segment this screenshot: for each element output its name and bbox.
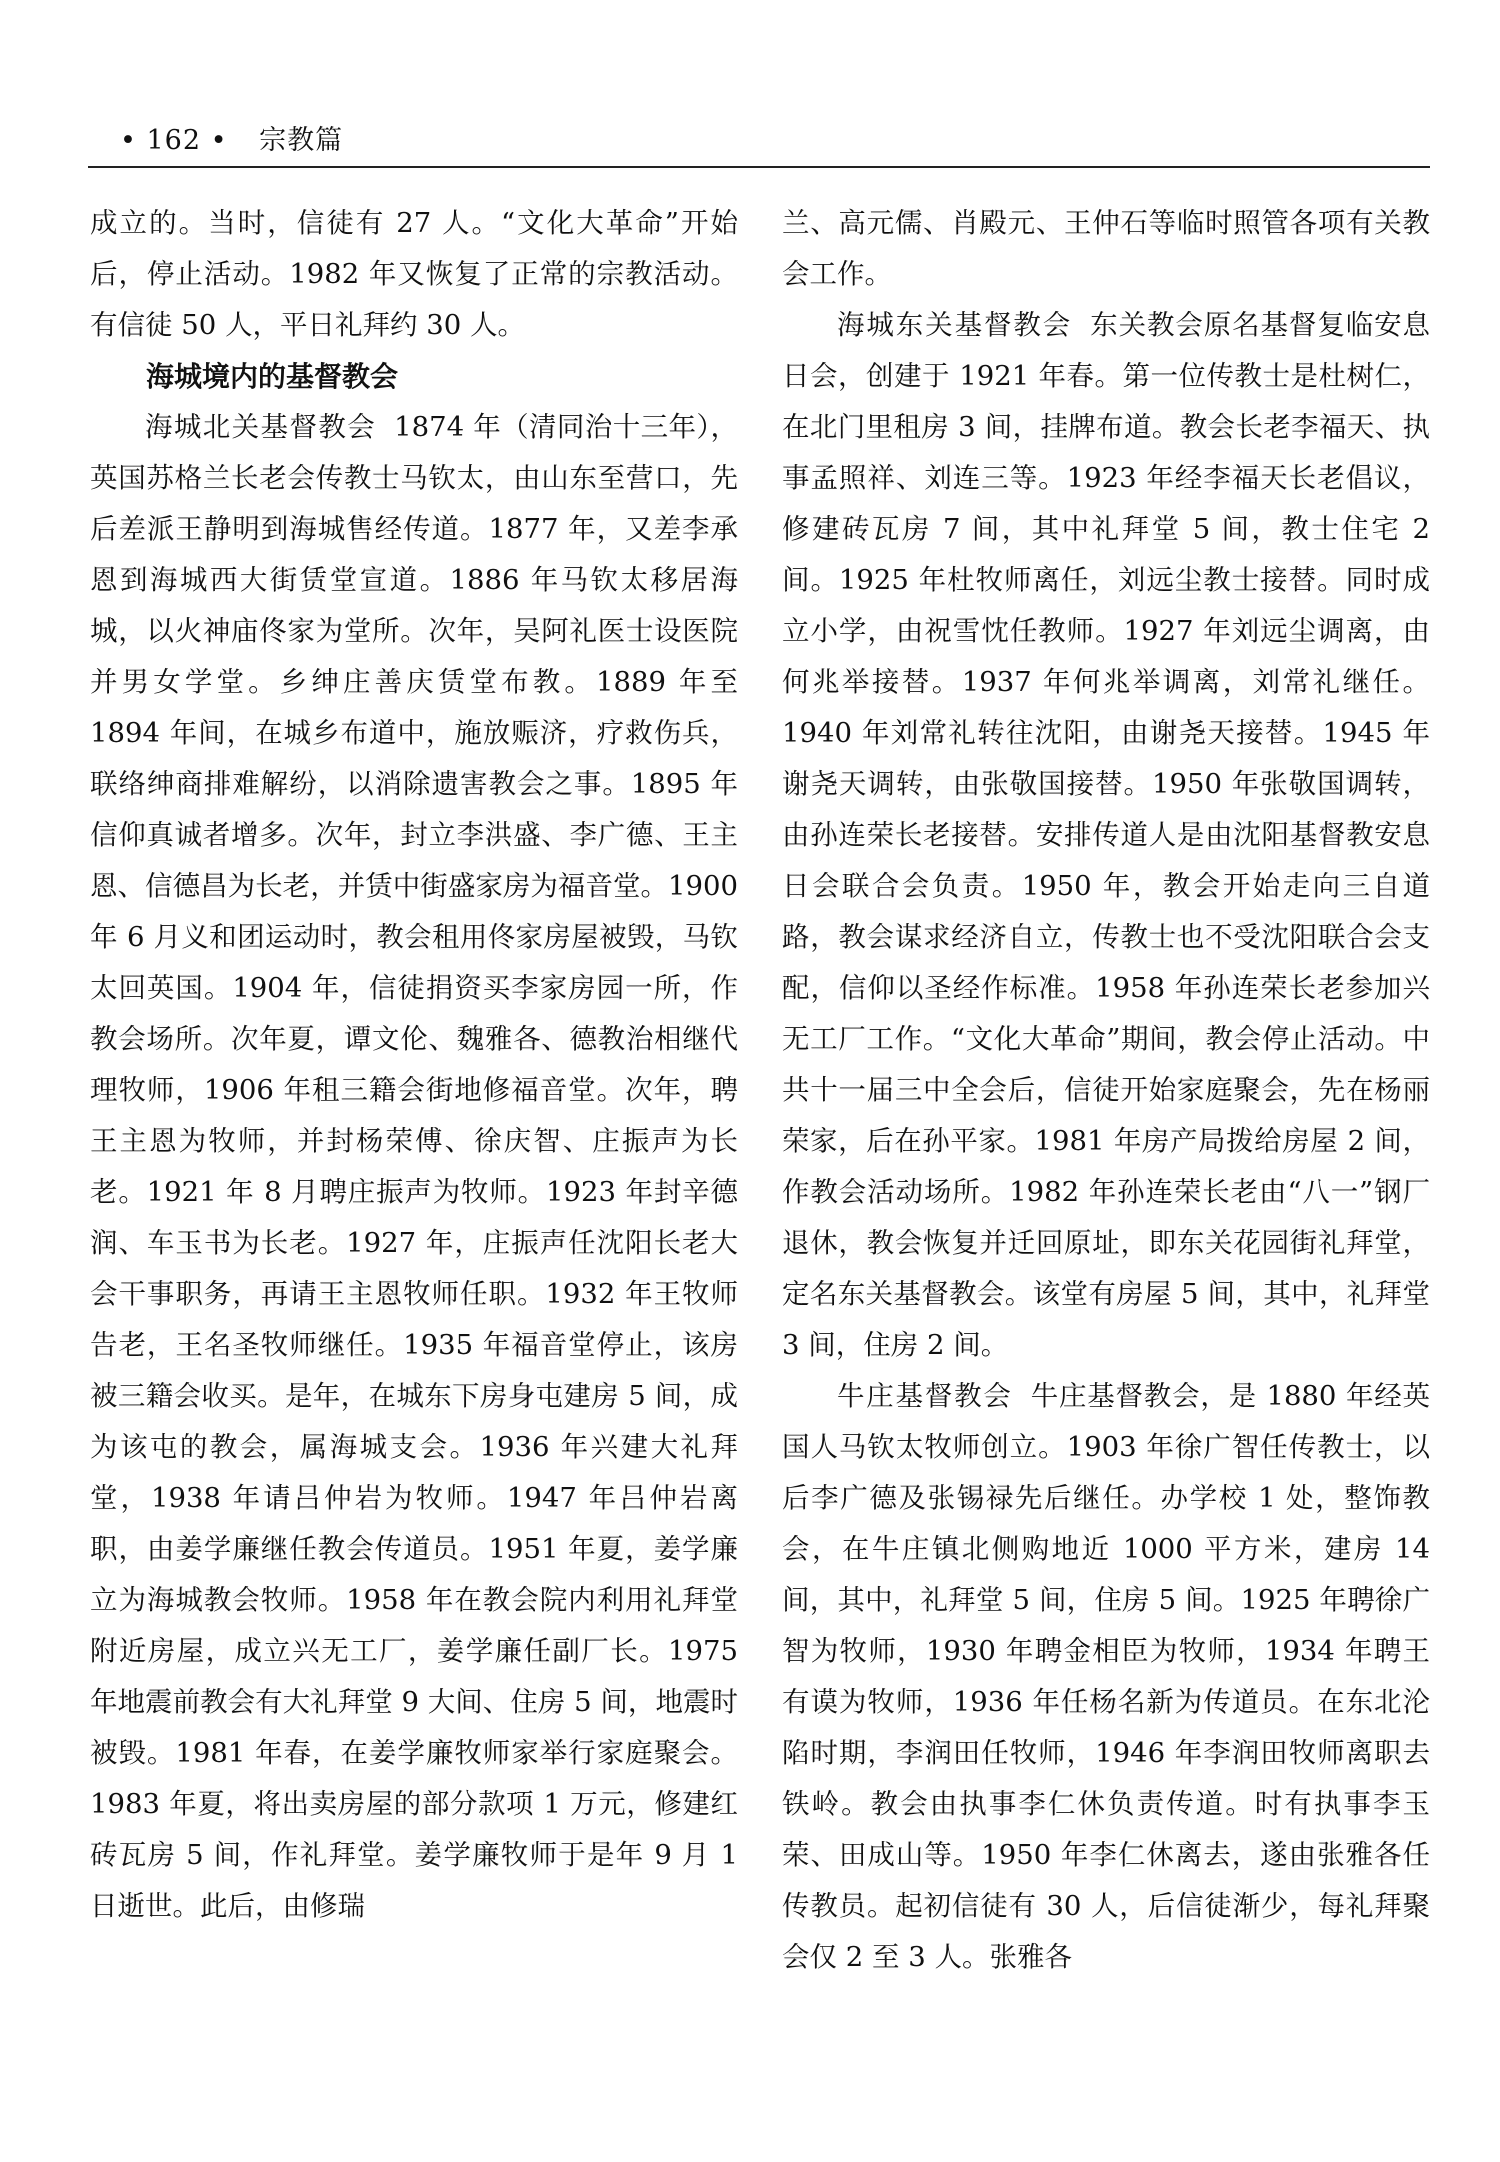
section-title: 宗教篇 bbox=[259, 125, 344, 156]
section-heading: 海城境内的基督教会 bbox=[146, 360, 399, 393]
entry-body: 东关教会原名基督复临安息日会，创建于 1921 年春。第一位传教士是杜树仁，在北门里租房 3 间，挂牌布道。教会长老李福天、执事孟照祥、刘连三等。1923 年经李福天长老倡议，修建砖瓦房 7 间，其中礼拜堂 5 间，教士住宅 2 间。1925 年杜牧师离任，刘远尘教士接替。同时成立小学，由祝雪忱任教师。1927 年刘远尘调离，由何兆举接替。1937 年何兆举调离，刘常礼继任。1940 年刘常礼转往沈阳，由谢尧天接替。1945 年谢尧天调转，由张敬国接替。1950 年张敬国调转，由孙连荣长老接替。安排传道人是由沈阳基督教安息日会联合会负责。1950 年，教会开始走向三自道路，教会谋求经济自立，传教士也不受沈阳联合会支配，信仰以圣经作标准。1958 年孙连荣长老参加兴无工厂工作。“文化大革命”期间，教会停止活动。中共十一届三中全会后，信徒开始家庭聚会，先在杨丽荣家，后在孙平家。1981 年房产局拨给房屋 2 间，作教会活动场所。1982 年孙连荣长老由“八一”钢厂退休，教会恢复并迁回原址，即东关花园街礼拜堂，定名东关基督教会。该堂有房屋 5 间，其中，礼拜堂 3 间，住房 2 间。 bbox=[782, 309, 1431, 1361]
paragraph-continued: 兰、高元儒、肖殿元、王仲石等临时照管各项有关教会工作。 bbox=[782, 207, 1430, 290]
entry-lead: 海城北关基督教会 bbox=[145, 411, 377, 443]
running-head bbox=[120, 118, 343, 157]
entry-body: 牛庄基督教会，是 1880 年经英国人马钦太牧师创立。1903 年徐广智任传教士，以后李广德及张锡禄先后继任。办学校 1 处，整饰教会，在牛庄镇北侧购地近 1000 平方米，建房 14 间，其中，礼拜堂 5 间，住房 5 间。1925 年聘徐广智为牧师，1930 年聘金相臣为牧师，1934 年聘王有谟为牧师，1936 年任杨名新为传道员。在东北沦陷时期，李润田任牧师，1946 年李润田牧师离职去铁岭。教会由执事李仁休负责传道。时有执事李玉荣、田成山等。1950 年李仁休离去，遂由张雅各任传教员。起初信徒有 30 人，后信徒渐少，每礼拜聚会仅 2 至 3 人。张雅各 bbox=[782, 1380, 1431, 1973]
header-rule bbox=[88, 166, 1430, 168]
left-column bbox=[90, 198, 738, 1932]
entry-lead: 牛庄基督教会 bbox=[837, 1380, 1013, 1412]
right-column bbox=[782, 198, 1430, 1983]
entry-body: 1874 年（清同治十三年），英国苏格兰长老会传教士马钦太，由山东至营口，先后差派王静明到海城售经传道。1877 年，又差李承恩到海城西大街赁堂宣道。1886 年马钦太移居海城，以火神庙佟家为堂所。次年，吴阿礼医士设医院并男女学堂。乡绅庄善庆赁堂布教。1889 年至 1894 年间，在城乡布道中，施放赈济，疗救伤兵，联络绅商排难解纷，以消除遗害教会之事。1895 年信仰真诚者增多。次年，封立李洪盛、李广德、王主恩、信德昌为长老，并赁中街盛家房为福音堂。1900 年 6 月义和团运动时，教会租用佟家房屋被毁，马钦太回英国。1904 年，信徒捐资买李家房园一所，作教会场所。次年夏，谭文伦、魏雅各、德教治相继代理牧师，1906 年租三籍会街地修福音堂。次年，聘王主恩为牧师，并封杨荣傅、徐庆智、庄振声为长老。1921 年 8 月聘庄振声为牧师。1923 年封辛德润、车玉书为长老。1927 年，庄振声任沈阳长老大会干事职务，再请王主恩牧师任职。1932 年王牧师告老，王名圣牧师继任。1935 年福音堂停止，该房被三籍会收买。是年，在城东下房身屯建房 5 间，成为该屯的教会，属海城支会。1936 年兴建大礼拜堂，1938 年请吕仲岩为牧师。1947 年吕仲岩离职，由姜学廉继任教会传道员。1951 年夏，姜学廉立为海城教会牧师。1958 年在教会院内利用礼拜堂附近房屋，成立兴无工厂，姜学廉任副厂长。1975 年地震前教会有大礼拜堂 9 大间、住房 5 间，地震时被毁。1981 年春，在姜学廉牧师家举行家庭聚会。1983 年夏，将出卖房屋的部分款项 1 万元，修建红砖瓦房 5 间，作礼拜堂。姜学廉牧师于是年 9 月 1 日逝世。此后，由修瑞 bbox=[90, 411, 738, 1922]
paragraph-haicheng-east bbox=[782, 300, 1430, 1371]
paragraph-niuzhuang bbox=[782, 1371, 1430, 1983]
page-number: • 162 • bbox=[120, 125, 228, 156]
entry-lead: 海城东关基督教会 bbox=[837, 309, 1073, 341]
paragraph-haicheng-north bbox=[90, 402, 738, 1932]
paragraph-continued: 成立的。当时，信徒有 27 人。“文化大革命”开始后，停止活动。1982 年又恢复了正常的宗教活动。有信徒 50 人，平日礼拜约 30 人。 bbox=[90, 207, 738, 341]
